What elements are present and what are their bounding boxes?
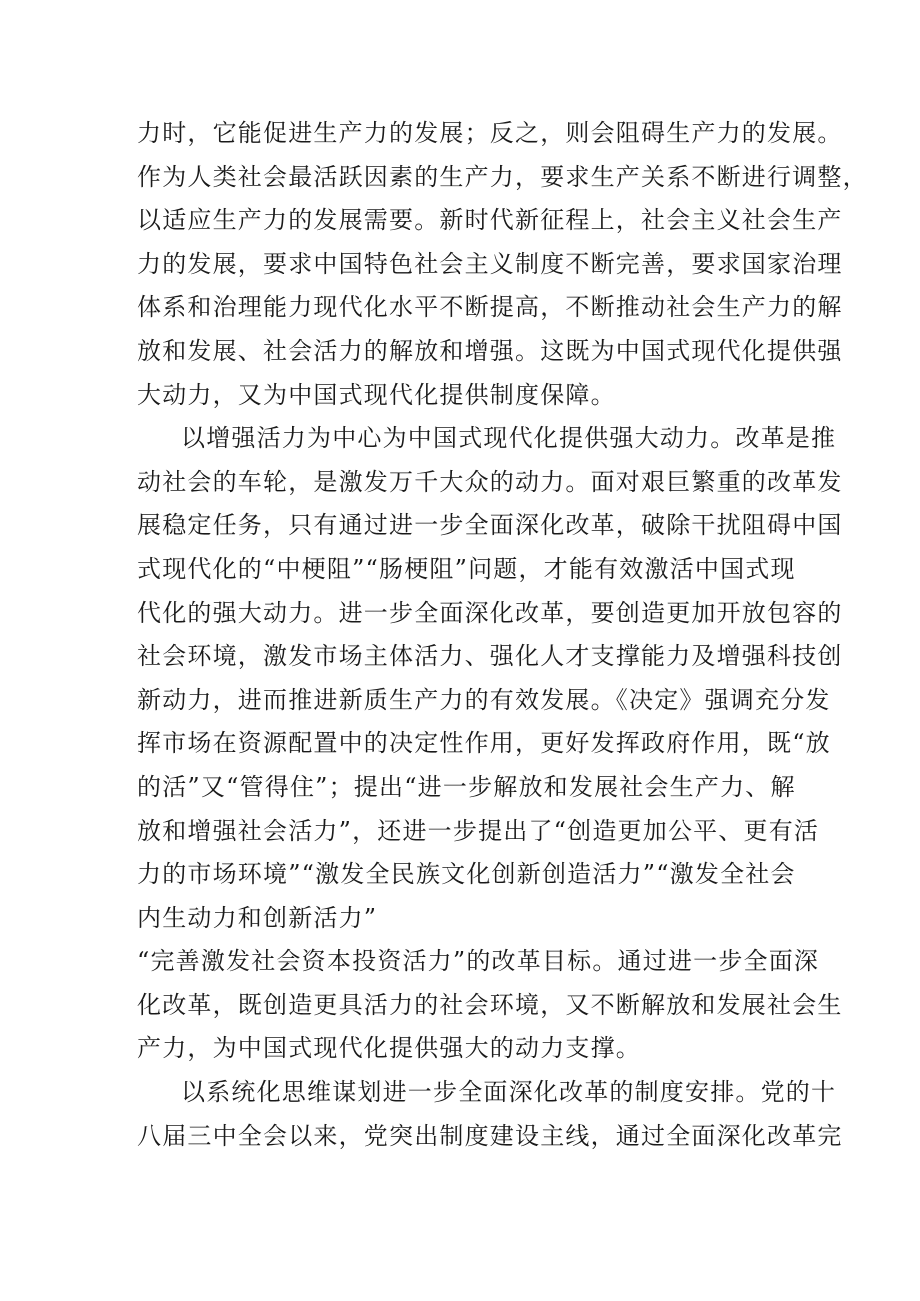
text-line: 作为人类社会最活跃因素的生产力，要求生产关系不断进行调整， [137,162,868,191]
text-line: 体系和治理能力现代化水平不断提高，不断推动社会生产力的解 [137,293,843,322]
text-line: 式现代化的“中梗阻”“肠梗阻”问题，才能有效激活中国式现 [137,554,796,583]
text-line: 挥市场在资源配置中的决定性作用，更好发挥政府作用，既“放 [137,729,831,758]
text-line: 以适应生产力的发展需要。新时代新征程上，社会主义社会生产 [137,206,843,235]
text-line: 的活”又“管得住”；提出“进一步解放和发展社会生产力、解 [137,772,796,801]
text-line: 放和增强社会活力”，还进一步提出了“创造更加公平、更有活 [137,816,820,845]
text-line: 产力，为中国式现代化提供强大的动力支撑。 [137,1034,641,1063]
text-line: “完善激发社会资本投资活力”的改革目标。通过进一步全面深 [137,947,820,976]
text-line: 放和发展、社会活力的解放和增强。这既为中国式现代化提供强 [137,336,843,365]
text-line: 代化的强大动力。进一步全面深化改革，要创造更加开放包容的 [137,598,843,627]
text-line: 社会环境，激发市场主体活力、强化人才支撑能力及增强科技创 [137,642,843,671]
text-line: 新动力，进而推进新质生产力的有效发展。《决定》强调充分发 [137,685,831,714]
paragraph-first-line: 以系统化思维谋划进一步全面深化改革的制度安排。党的十 [181,1078,837,1107]
document-body [137,112,868,1158]
text-line: 大动力，又为中国式现代化提供制度保障。 [137,380,616,409]
text-line: 展稳定任务，只有通过进一步全面深化改革，破除干扰阻碍中国 [137,511,843,540]
text-line: 化改革，既创造更具活力的社会环境，又不断解放和发展社会生 [137,990,843,1019]
text-line: 力的市场环境”“激发全民族文化创新创造活力”“激发全社会 [137,860,796,889]
paragraph-first-line: 以增强活力为中心为中国式现代化提供强大动力。改革是推 [181,424,837,453]
text-line: 力时，它能促进生产力的发展；反之，则会阻碍生产力的发展。 [137,119,843,147]
text-line: 动社会的车轮，是激发万千大众的动力。面对艰巨繁重的改革发 [137,467,843,496]
text-line: 内生动力和创新活力” [137,903,378,932]
text-line: 八届三中全会以来，党突出制度建设主线，通过全面深化改革完 [137,1121,843,1150]
text-line: 力的发展，要求中国特色社会主义制度不断完善，要求国家治理 [137,249,843,278]
